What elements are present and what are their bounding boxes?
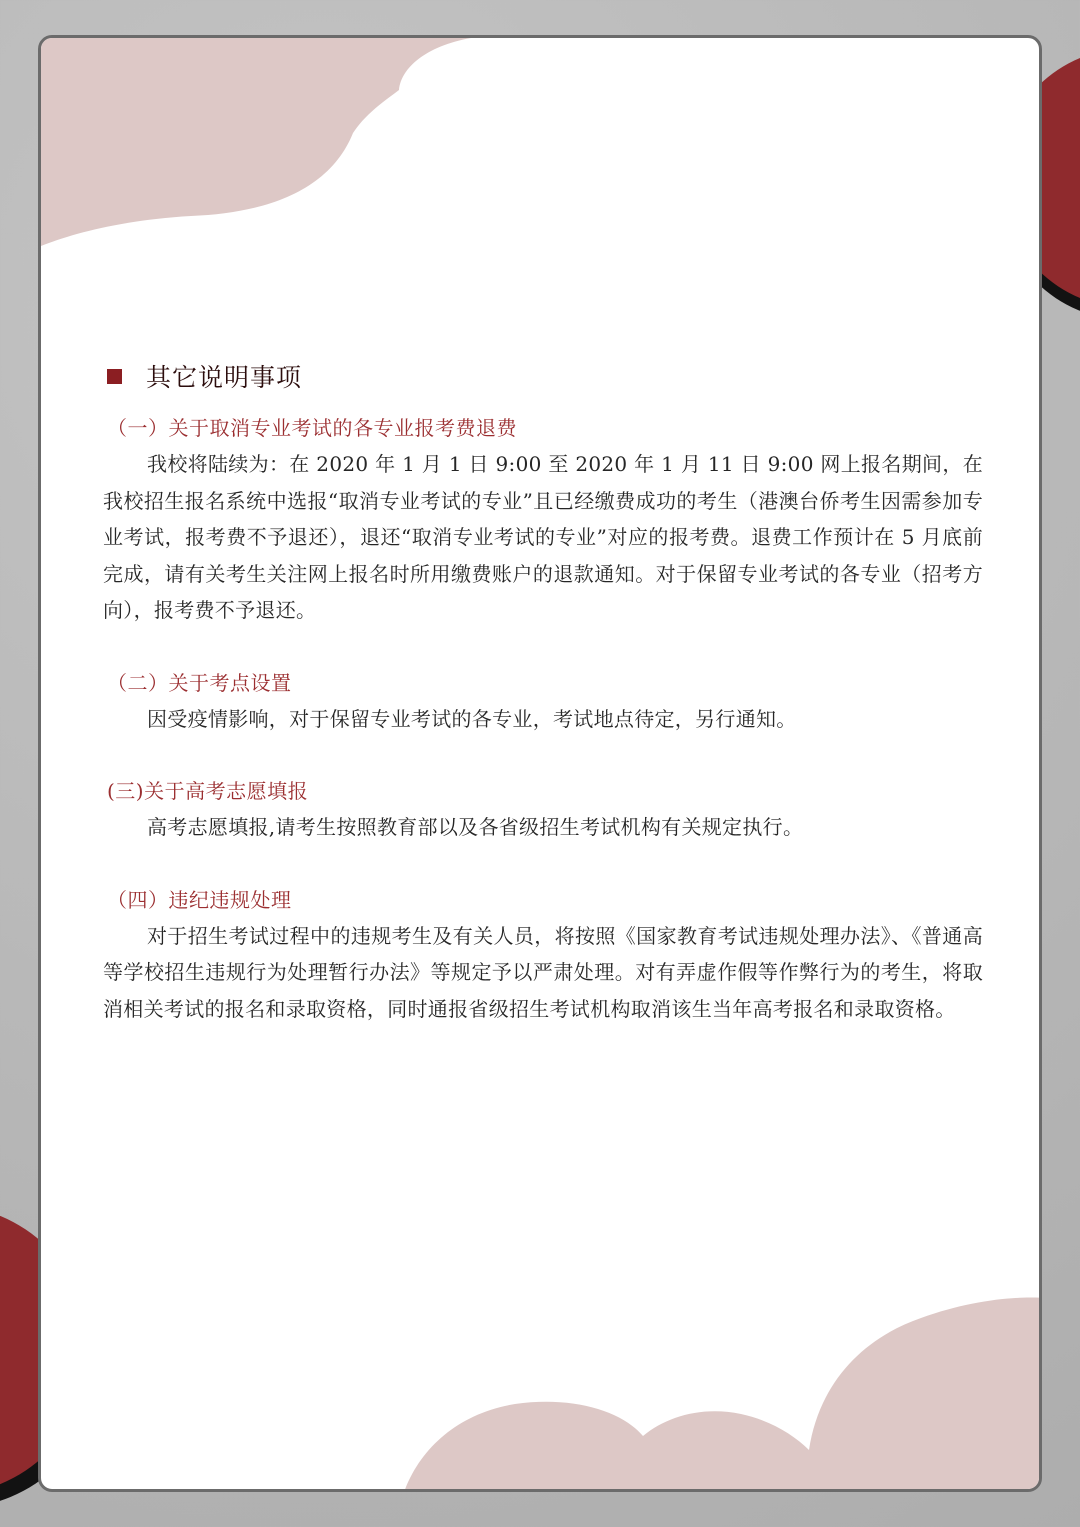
- spacer: [103, 629, 983, 665]
- section-body-3: 高考志愿填报,请考生按照教育部以及各省级招生考试机构有关规定执行。: [147, 815, 804, 839]
- section-body-1: 我校将陆续为：在 2020 年 1 月 1 日 9:00 至 2020 年 1 月 11 日 9:00 网上报名期间，在我校招生报名系统中选报“取消专业考试的专业”且已经缴费成功的考生（港澳台侨考生因需参加专业考试，报考费不予退还），退还“取消专业考试的专业”对应的报考费。退费工作预计在 5 月底前完成，请有关考生关注网上报名时所用缴费账户的退款通知。对于保留专业考试的各专业（招考方向），报考费不予退还。: [103, 452, 983, 622]
- section-heading-3: (三)关于高考志愿填报: [107, 779, 309, 803]
- spacer: [103, 846, 983, 882]
- main-title: [103, 354, 983, 398]
- notice-content: [103, 354, 983, 1027]
- section-heading-2: （二）关于考点设置: [107, 670, 292, 695]
- pink-blob-top-left: [41, 38, 471, 246]
- section-heading-4: （四）违纪违规处理: [107, 887, 292, 912]
- section-heading-1: （一）关于取消专业考试的各专业报考费退费: [107, 416, 517, 440]
- main-title-text: 其它说明事项: [146, 363, 303, 392]
- section-body-2: 因受疫情影响，对于保留专业考试的各专业，考试地点待定，另行通知。: [147, 706, 797, 731]
- bullet-square-icon: [107, 369, 122, 384]
- document-card: [38, 35, 1042, 1492]
- pink-blob-bottom-right: [403, 1298, 1042, 1492]
- spacer: [103, 737, 983, 773]
- section-body-4: 对于招生考试过程中的违规考生及有关人员，将按照《国家教育考试违规处理办法》、《普通高等学校招生违规行为处理暂行办法》等规定予以严肃处理。对有弄虚作假等作弊行为的考生，将取消相关考试的报名和录取资格，同时通报省级招生考试机构取消该生当年高考报名和录取资格。: [103, 923, 983, 1021]
